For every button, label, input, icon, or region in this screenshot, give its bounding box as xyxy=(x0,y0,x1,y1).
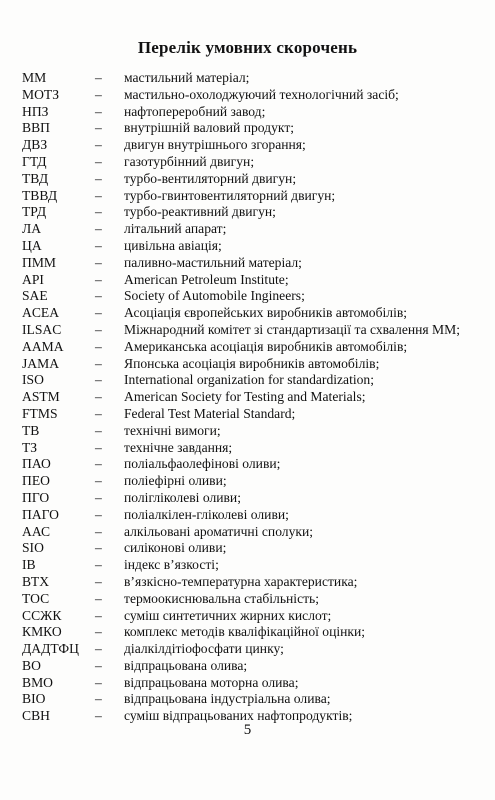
abbreviation-description: діалкілдітіофосфати цинку; xyxy=(124,641,284,657)
abbreviation-term: ПАО xyxy=(22,456,51,472)
abbreviation-term: ВІО xyxy=(22,691,46,707)
abbreviation-term: ТВД xyxy=(22,170,49,186)
dash-separator: – xyxy=(95,338,102,354)
abbreviation-term: ЦА xyxy=(22,237,42,253)
abbreviation-description: технічні вимоги; xyxy=(124,422,221,438)
dash-separator: – xyxy=(95,573,102,589)
dash-separator: – xyxy=(95,372,102,388)
abbreviation-description: Американська асоціація виробників автомобілів; xyxy=(124,338,408,354)
abbreviation-term: ММ xyxy=(22,70,47,85)
abbreviation-row xyxy=(22,406,482,423)
abbreviation-row xyxy=(22,540,482,557)
dash-separator: – xyxy=(95,187,102,203)
abbreviation-description: в’язкісно-температурна характеристика; xyxy=(124,573,358,589)
dash-separator: – xyxy=(95,641,102,657)
abbreviation-row xyxy=(22,356,482,373)
abbreviation-description: American Society for Testing and Materials; xyxy=(124,389,366,405)
page-title: Перелік умовних скорочень xyxy=(137,38,358,57)
abbreviation-term: FTMS xyxy=(22,405,58,421)
dash-separator: – xyxy=(95,607,102,623)
abbreviation-term: ПЕО xyxy=(22,473,50,489)
abbreviation-row xyxy=(22,104,482,121)
abbreviation-term: ЛА xyxy=(22,221,42,237)
abbreviation-description: відпрацьована олива; xyxy=(124,657,248,673)
dash-separator: – xyxy=(95,624,102,640)
dash-separator: – xyxy=(95,456,102,472)
abbreviation-term: ТВ xyxy=(22,422,40,438)
dash-separator: – xyxy=(95,708,102,724)
abbreviation-description: індекс в’язкості; xyxy=(124,557,219,573)
dash-separator: – xyxy=(95,691,102,707)
abbreviation-term: ВТХ xyxy=(22,573,50,589)
dash-separator: – xyxy=(95,120,102,136)
abbreviation-row xyxy=(22,675,482,692)
abbreviation-description: алкільовані ароматичні сполуки; xyxy=(124,523,314,539)
abbreviation-list xyxy=(22,70,482,725)
abbreviation-description: термоокиснювальна стабільність; xyxy=(124,590,320,606)
abbreviation-description: внутрішній валовий продукт; xyxy=(124,120,295,136)
abbreviation-description: турбо-реактивний двигун; xyxy=(124,204,276,220)
dash-separator: – xyxy=(95,170,102,186)
abbreviation-description: Асоціація європейських виробників автомобілів; xyxy=(124,305,408,321)
dash-separator: – xyxy=(95,674,102,690)
abbreviation-row xyxy=(22,490,482,507)
page-number: 5 xyxy=(243,722,252,738)
abbreviation-row xyxy=(22,691,482,708)
abbreviation-term: ILSAC xyxy=(22,321,62,337)
abbreviation-term: ІВ xyxy=(22,557,36,573)
abbreviation-description: відпрацьована моторна олива; xyxy=(124,674,299,690)
abbreviation-description: поліалкілен-гліколеві оливи; xyxy=(124,506,289,522)
dash-separator: – xyxy=(95,237,102,253)
abbreviation-description: літальний апарат; xyxy=(124,221,227,237)
dash-separator: – xyxy=(95,422,102,438)
dash-separator: – xyxy=(95,321,102,337)
abbreviation-term: МОТЗ xyxy=(22,86,60,102)
abbreviation-term: ССЖК xyxy=(22,607,62,623)
dash-separator: – xyxy=(95,221,102,237)
abbreviation-term: ТОС xyxy=(22,590,50,606)
dash-separator: – xyxy=(95,254,102,270)
dash-separator: – xyxy=(95,305,102,321)
abbreviation-term: КМКО xyxy=(22,624,62,640)
abbreviation-row xyxy=(22,440,482,457)
abbreviation-term: ISO xyxy=(22,372,44,388)
abbreviation-description: полігліколеві оливи; xyxy=(124,489,241,505)
abbreviation-description: American Petroleum Institute; xyxy=(124,271,289,287)
abbreviation-description: International organization for standardization; xyxy=(124,372,375,388)
dash-separator: – xyxy=(95,86,102,102)
abbreviation-row xyxy=(22,574,482,591)
dash-separator: – xyxy=(95,523,102,539)
abbreviation-row xyxy=(22,524,482,541)
abbreviation-term: НПЗ xyxy=(22,103,49,119)
abbreviation-term: SAE xyxy=(22,288,48,304)
dash-separator: – xyxy=(95,540,102,556)
abbreviation-description: поліальфаолефінові оливи; xyxy=(124,456,281,472)
abbreviation-row xyxy=(22,70,482,87)
abbreviation-row xyxy=(22,339,482,356)
dash-separator: – xyxy=(95,489,102,505)
abbreviation-row xyxy=(22,322,482,339)
abbreviation-row xyxy=(22,456,482,473)
abbreviation-row xyxy=(22,255,482,272)
abbreviation-row xyxy=(22,507,482,524)
abbreviation-description: Federal Test Material Standard; xyxy=(124,405,296,421)
dash-separator: – xyxy=(95,153,102,169)
abbreviation-description: силіконові оливи; xyxy=(124,540,227,556)
abbreviation-term: JAMA xyxy=(22,355,60,371)
abbreviation-description: паливно-мастильний матеріал; xyxy=(124,254,302,270)
abbreviation-description: двигун внутрішнього згорання; xyxy=(124,137,306,153)
abbreviation-term: ТЗ xyxy=(22,439,38,455)
abbreviation-row xyxy=(22,557,482,574)
dash-separator: – xyxy=(95,389,102,405)
abbreviation-term: СВН xyxy=(22,708,50,724)
dash-separator: – xyxy=(95,473,102,489)
abbreviation-term: API xyxy=(22,271,44,287)
abbreviation-term: ВМО xyxy=(22,674,53,690)
abbreviation-term: ГТД xyxy=(22,153,47,169)
abbreviation-term: ВО xyxy=(22,657,41,673)
dash-separator: – xyxy=(95,405,102,421)
abbreviation-description: комплекс методів кваліфікаційної оцінки; xyxy=(124,624,366,640)
abbreviation-description: нафтопереробний завод; xyxy=(124,103,266,119)
dash-separator: – xyxy=(95,657,102,673)
abbreviation-row xyxy=(22,137,482,154)
dash-separator: – xyxy=(95,355,102,371)
abbreviation-term: ТРД xyxy=(22,204,47,220)
abbreviation-description: мастильно-охолоджуючий технологічний засіб; xyxy=(124,86,399,102)
abbreviation-term: ВВП xyxy=(22,120,50,136)
dash-separator: – xyxy=(95,137,102,153)
abbreviation-term: ПММ xyxy=(22,254,56,270)
dash-separator: – xyxy=(95,271,102,287)
abbreviation-term: ДАДТФЦ xyxy=(22,641,79,657)
abbreviation-row xyxy=(22,305,482,322)
abbreviation-row xyxy=(22,238,482,255)
abbreviation-term: ДВЗ xyxy=(22,137,48,153)
abbreviation-term: ПАГО xyxy=(22,506,59,522)
abbreviation-row xyxy=(22,204,482,221)
dash-separator: – xyxy=(95,439,102,455)
abbreviation-row xyxy=(22,624,482,641)
abbreviation-description: турбо-вентиляторний двигун; xyxy=(124,170,297,186)
abbreviation-description: відпрацьована індустріальна олива; xyxy=(124,691,331,707)
abbreviation-row xyxy=(22,372,482,389)
abbreviation-description: Японська асоціація виробників автомобілів; xyxy=(124,355,380,371)
abbreviation-description: газотурбінний двигун; xyxy=(124,153,255,169)
dash-separator: – xyxy=(95,103,102,119)
abbreviation-description: мастильний матеріал; xyxy=(124,70,250,85)
abbreviation-description: турбо-гвинтовентиляторний двигун; xyxy=(124,187,336,203)
abbreviation-term: ПГО xyxy=(22,489,50,505)
abbreviation-description: технічне завдання; xyxy=(124,439,233,455)
abbreviation-row xyxy=(22,188,482,205)
abbreviation-term: ААС xyxy=(22,523,51,539)
abbreviation-row xyxy=(22,423,482,440)
abbreviation-row xyxy=(22,608,482,625)
abbreviation-description: поліефірні оливи; xyxy=(124,473,227,489)
abbreviation-row xyxy=(22,591,482,608)
abbreviation-row xyxy=(22,87,482,104)
abbreviation-row xyxy=(22,171,482,188)
abbreviation-row xyxy=(22,272,482,289)
dash-separator: – xyxy=(95,557,102,573)
abbreviation-row xyxy=(22,221,482,238)
dash-separator: – xyxy=(95,204,102,220)
dash-separator: – xyxy=(95,70,102,85)
abbreviation-row xyxy=(22,641,482,658)
abbreviation-description: Міжнародний комітет зі стандартизації та схвалення ММ; xyxy=(124,321,461,337)
abbreviation-description: суміш відпрацьованих нафтопродуктів; xyxy=(124,708,353,724)
abbreviation-term: ACEA xyxy=(22,305,60,321)
abbreviation-row xyxy=(22,120,482,137)
dash-separator: – xyxy=(95,590,102,606)
abbreviation-term: AAMA xyxy=(22,338,64,354)
abbreviation-row xyxy=(22,288,482,305)
abbreviation-description: цивільна авіація; xyxy=(124,237,222,253)
dash-separator: – xyxy=(95,288,102,304)
abbreviation-term: SIO xyxy=(22,540,44,556)
abbreviation-row xyxy=(22,154,482,171)
abbreviation-description: суміш синтетичних жирних кислот; xyxy=(124,607,332,623)
abbreviation-description: Society of Automobile Ingineers; xyxy=(124,288,305,304)
abbreviation-term: ТВВД xyxy=(22,187,58,203)
abbreviation-row xyxy=(22,658,482,675)
abbreviation-row xyxy=(22,389,482,406)
abbreviation-term: ASTM xyxy=(22,389,60,405)
abbreviation-row xyxy=(22,473,482,490)
dash-separator: – xyxy=(95,506,102,522)
